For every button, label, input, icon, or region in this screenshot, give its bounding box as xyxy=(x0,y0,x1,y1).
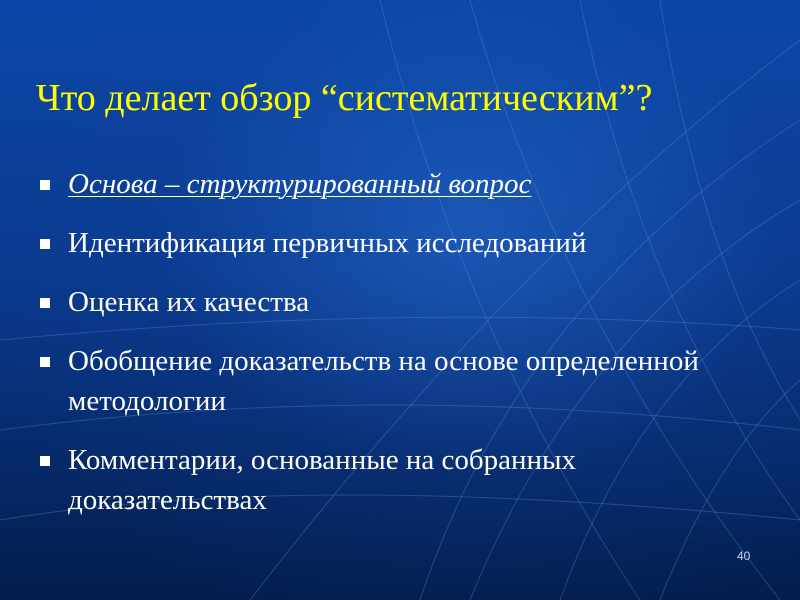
page-number: 40 xyxy=(737,549,751,563)
bullet-text: Комментарии, основанные на собранных доказательствах xyxy=(68,444,576,516)
bullet-item xyxy=(36,164,766,204)
bullet-item xyxy=(36,223,766,263)
bullet-text: Идентификация первичных исследований xyxy=(68,227,587,259)
bullet-text: Обобщение доказательств на основе определенной методологии xyxy=(68,345,699,417)
slide-title: Что делает обзор “систематическим”? xyxy=(36,77,653,119)
bullet-list xyxy=(36,164,766,539)
bullet-item xyxy=(36,282,766,322)
square-bullet-icon xyxy=(40,239,50,249)
square-bullet-icon xyxy=(40,298,50,308)
square-bullet-icon xyxy=(40,180,50,190)
bullet-item xyxy=(36,440,766,520)
square-bullet-icon xyxy=(40,456,50,466)
bullet-text: Оценка их качества xyxy=(68,286,310,318)
bullet-text: Основа – структурированный вопрос xyxy=(68,168,532,200)
bullet-item xyxy=(36,341,766,421)
square-bullet-icon xyxy=(40,357,50,367)
